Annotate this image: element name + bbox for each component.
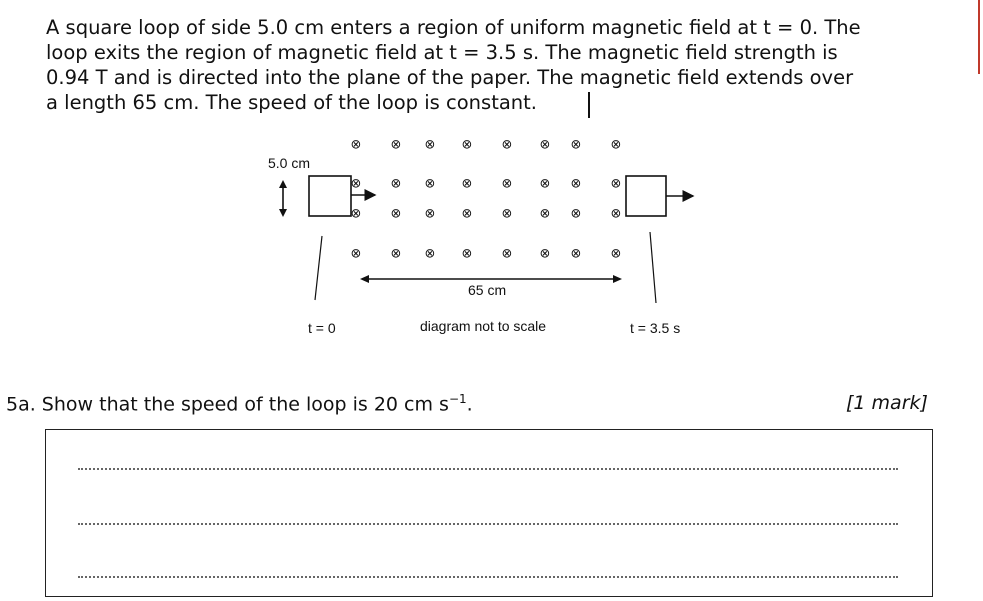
field-into-page-symbol: ⊗ — [350, 246, 362, 262]
field-into-page-symbol: ⊗ — [501, 176, 513, 192]
field-into-page-symbol: ⊗ — [610, 206, 622, 222]
field-into-page-symbol: ⊗ — [570, 176, 582, 192]
question-5a-text: 5a. Show that the speed of the loop is 20 cm s — [6, 393, 449, 416]
field-into-page-symbol: ⊗ — [424, 246, 436, 262]
field-into-page-symbol: ⊗ — [424, 176, 436, 192]
field-into-page-symbol: ⊗ — [424, 206, 436, 222]
question-5a — [6, 392, 473, 415]
field-into-page-symbol: ⊗ — [350, 176, 362, 192]
magnetic-field-grid — [351, 138, 622, 262]
answer-box[interactable] — [45, 429, 933, 597]
loop-at-start — [309, 176, 351, 216]
field-into-page-symbol: ⊗ — [610, 246, 622, 262]
field-into-page-symbol: ⊗ — [461, 206, 473, 222]
field-into-page-symbol: ⊗ — [461, 137, 473, 153]
field-into-page-symbol: ⊗ — [570, 206, 582, 222]
question-5a-end: . — [466, 393, 473, 416]
field-into-page-symbol: ⊗ — [539, 137, 551, 153]
side-length-arrow — [279, 180, 287, 217]
field-into-page-symbol: ⊗ — [610, 137, 622, 153]
field-into-page-symbol: ⊗ — [570, 246, 582, 262]
field-into-page-symbol: ⊗ — [350, 137, 362, 153]
not-to-scale-note: diagram not to scale — [420, 318, 547, 334]
field-into-page-symbol: ⊗ — [539, 246, 551, 262]
side-length-label: 5.0 cm — [268, 155, 311, 171]
intro-line-1: A square loop of side 5.0 cm enters a region of uniform magnetic field at t = 0. The — [46, 16, 861, 39]
intro-line-2: loop exits the region of magnetic field at t = 3.5 s. The magnetic field strength is — [46, 41, 838, 64]
field-into-page-symbol: ⊗ — [350, 206, 362, 222]
answer-line-2[interactable] — [78, 523, 898, 525]
field-into-page-symbol: ⊗ — [461, 246, 473, 262]
field-into-page-symbol: ⊗ — [539, 176, 551, 192]
question-5a-superscript: −1 — [448, 392, 467, 406]
field-into-page-symbol: ⊗ — [501, 246, 513, 262]
t-end-leader — [650, 232, 656, 303]
field-into-page-symbol: ⊗ — [501, 206, 513, 222]
field-into-page-symbol: ⊗ — [461, 176, 473, 192]
field-into-page-symbol: ⊗ — [390, 176, 402, 192]
t-start-leader — [315, 236, 322, 300]
intro-line-4: a length 65 cm. The speed of the loop is constant. — [46, 91, 537, 114]
intro-line-3: 0.94 T and is directed into the plane of the paper. The magnetic field extends over — [46, 66, 854, 89]
field-into-page-symbol: ⊗ — [539, 206, 551, 222]
field-into-page-symbol: ⊗ — [610, 176, 622, 192]
t-end-label: t = 3.5 s — [630, 320, 681, 336]
answer-line-3[interactable] — [78, 576, 898, 578]
field-into-page-symbol: ⊗ — [390, 246, 402, 262]
field-length-label: 65 cm — [468, 282, 507, 298]
field-into-page-symbol: ⊗ — [390, 137, 402, 153]
field-into-page-symbol: ⊗ — [424, 137, 436, 153]
field-into-page-symbol: ⊗ — [570, 137, 582, 153]
t-start-label: t = 0 — [308, 320, 336, 336]
loop-at-end — [626, 176, 666, 216]
field-into-page-symbol: ⊗ — [390, 206, 402, 222]
answer-line-1[interactable] — [78, 468, 898, 470]
mark-allocation: [1 mark] — [846, 392, 928, 414]
field-into-page-symbol: ⊗ — [501, 137, 513, 153]
